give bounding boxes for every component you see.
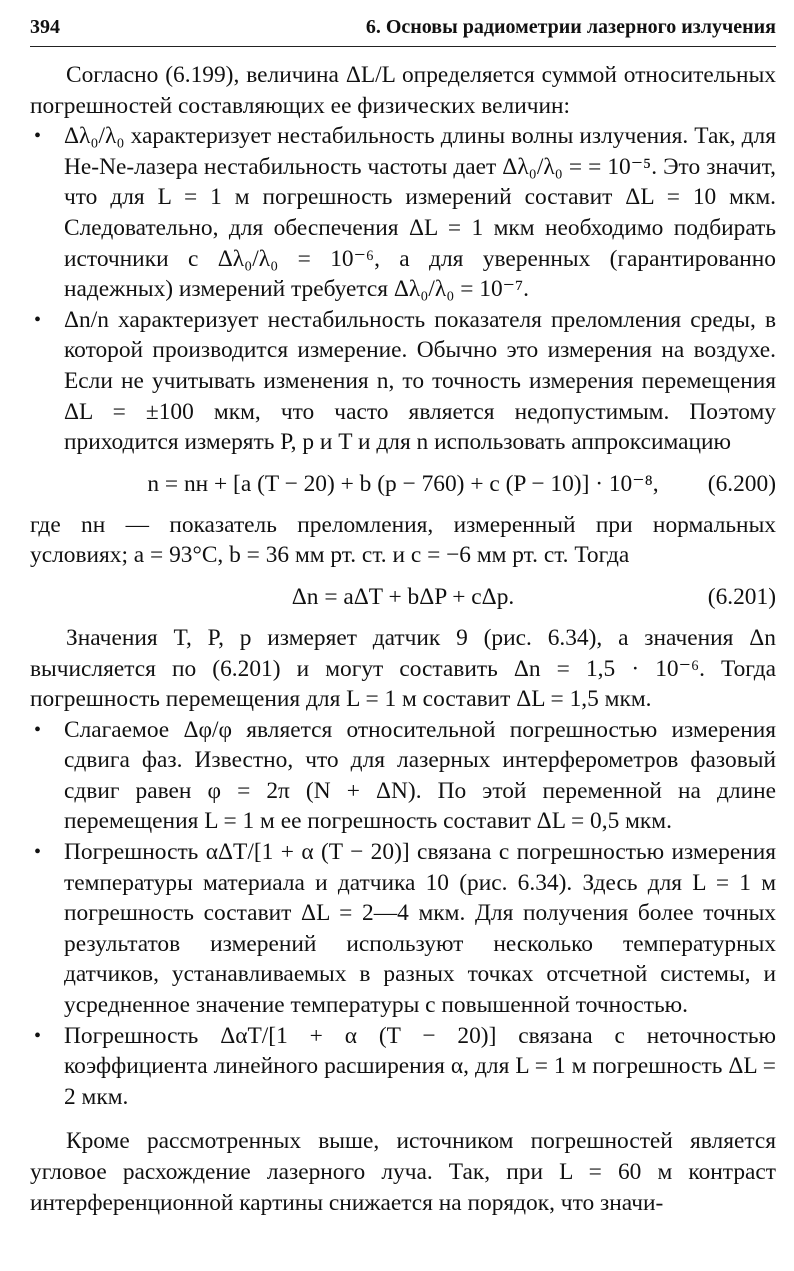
bullet-marker: • [34,718,42,741]
bullet-text: Погрешность αΔT/[1 + α (T − 20)] связана с погрешностью измерения температуры материала и датчика 10 (рис. 6.34). Здесь для L = 1 м погрешность составит ΔL = 2—4 мкм. Для получения более точных результатов измерений используют несколько температурных датчиков, устанавливаемых в разных точках отсчетной системы, и усредненное значение температуры с повышенной точностью. [64,839,776,1019]
bullet-marker: • [34,308,42,331]
page-header [30,12,776,47]
bullet-item-temperature [30,837,776,1021]
intro-paragraph: Согласно (6.199), величина ΔL/L определяется суммой относительных погрешностей составляющих ее физических величин: [30,62,776,119]
bullet-item-phase [30,715,776,837]
formula-6-201 [30,579,776,615]
page-body [30,60,776,1218]
bullet-item-refraction [30,305,776,458]
bullet-marker: • [34,841,42,864]
bullet-text: Δλ₀/λ₀ характеризует нестабильность длины волны излучения. Так, для He-Ne-лазера нестабильность частоты дает Δλ₀/λ₀ = = 10⁻⁵. Это значит, что для L = 1 м погрешность измерений составит ΔL = 10 мкм. Следовательно, для обеспечения ΔL = 1 мкм необходимо подбирать источники с Δλ₀/λ₀ = 10⁻⁶, а для уверенных (гарантированно надежных) измерений требуется Δλ₀/λ₀ = 10⁻⁷. [64,123,776,303]
bullet-marker: • [34,1024,42,1047]
formula-number: (6.200) [707,470,776,497]
bullet-text: Δn/n характеризует нестабильность показателя преломления среды, в которой производится измерение. Обычно это измерения на воздухе. Если не учитывать изменения n, то точность измерения перемещения ΔL = ±100 мкм, что часто является недопустимым. Поэтому приходится измерять P, p и T и для n использовать аппроксимацию [64,306,776,456]
chapter-title: 6. Основы радиометрии лазерного излучения [365,16,776,38]
formula-6-200 [30,466,776,502]
bullet-text: Слагаемое Δφ/φ является относительной погрешностью измерения сдвига фаз. Известно, что для лазерных интерферометров фазовый сдвиг равен φ = 2π (N + ΔN). По этой переменной на длине перемещения L = 1 м ее погрешность составит ΔL = 0,5 мкм. [64,716,776,835]
page-number: 394 [30,16,60,38]
formula-text: Δn = aΔT + bΔP + cΔp. [291,583,515,610]
final-paragraph: Кроме рассмотренных выше, источником погрешностей является угловое расхождение лазерного луча. Так, при L = 60 м контраст интерференционной картины снижается на порядок, что значи- [30,1128,776,1216]
bullet-item-wavelength [30,121,776,305]
formula-number: (6.201) [707,583,776,610]
values-paragraph: Значения T, P, p измеряет датчик 9 (рис. 6.34), а значения Δn вычисляется по (6.201) и могут составить Δn = 1,5 · 10⁻⁶. Тогда погрешность перемещения для L = 1 м составит ΔL = 1,5 мкм. [30,624,776,713]
bullet-item-expansion [30,1021,776,1113]
bullet-marker: • [34,125,42,148]
formula-text: n = nн + [a (T − 20) + b (p − 760) + c (P − 10)] · 10⁻⁸, [147,470,659,497]
bullet-text: Погрешность ΔαT/[1 + α (T − 20)] связана с неточностью коэффициента линейного расширения α, для L = 1 м погрешность ΔL = 2 мкм. [64,1022,776,1110]
where-paragraph: где nн — показатель преломления, измеренный при нормальных условиях; a = 93°C, b = 36 мм рт. ст. и c = −6 мм рт. ст. Тогда [30,511,776,569]
